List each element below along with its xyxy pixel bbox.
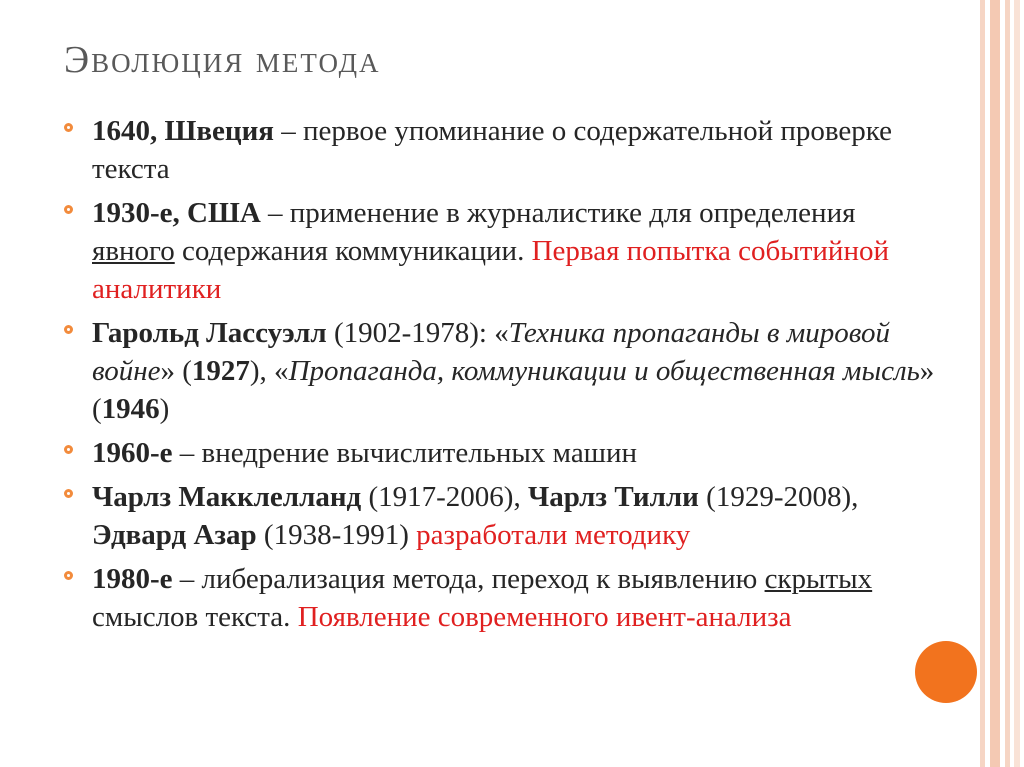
- item-text: ), «: [249, 355, 289, 387]
- item-text: (1902-1978): «: [326, 317, 509, 349]
- item-text: (1917-2006),: [361, 481, 528, 513]
- stripe: [980, 0, 985, 767]
- bullet-circle-icon: [64, 445, 73, 454]
- year: 1946: [101, 393, 160, 425]
- bullet-circle-icon: [64, 123, 73, 132]
- stripe: [1014, 0, 1020, 767]
- person-name: Чарлз Тилли: [527, 481, 699, 513]
- item-text: – первое упоминание о содержательной проверке текста: [92, 115, 893, 185]
- bullet-circle-icon: [64, 205, 73, 214]
- list-item: [64, 112, 944, 188]
- stripe: [990, 0, 1000, 767]
- item-text: ): [159, 393, 170, 425]
- list-item: [64, 434, 944, 472]
- item-text: – либерализация метода, переход к выявлению: [172, 563, 765, 595]
- bullet-list: [64, 112, 944, 642]
- bullet-circle-icon: [64, 325, 73, 334]
- item-text: (1938-1991): [256, 519, 417, 551]
- item-heading: 1640, Швеция: [92, 115, 274, 147]
- item-heading: 1930-е, США: [92, 197, 261, 229]
- slide-title: Эволюция метода: [64, 39, 381, 81]
- highlight-text: Появление современного ивент-анализа: [297, 601, 792, 633]
- item-text: (1929-2008),: [698, 481, 859, 513]
- underlined-text: скрытых: [764, 563, 873, 595]
- bullet-circle-icon: [64, 571, 73, 580]
- item-heading: 1960-е: [92, 437, 173, 469]
- decorative-stripes: [976, 0, 1024, 767]
- highlight-text: разработали методику: [416, 519, 691, 551]
- list-item: [64, 194, 944, 308]
- item-text: – применение в журналистике для определения: [260, 197, 856, 229]
- underlined-text: явного: [92, 235, 175, 267]
- item-text: » (: [92, 355, 935, 425]
- person-name: Эдвард Азар: [92, 519, 257, 551]
- stripe: [1005, 0, 1010, 767]
- highlight-text: Первая попытка событийной аналитики: [92, 235, 889, 305]
- item-heading: Гарольд Лассуэлл: [92, 317, 327, 349]
- person-name: Чарлз Макклелланд: [92, 481, 362, 513]
- book-title: Пропаганда, коммуникации и общественная мысль: [288, 355, 920, 387]
- year: 1927: [191, 355, 250, 387]
- list-item: [64, 560, 944, 636]
- item-text: содержания коммуникации.: [174, 235, 532, 267]
- item-text: » (: [160, 355, 192, 387]
- item-text: смыслов текста.: [92, 601, 298, 633]
- list-item: [64, 478, 944, 554]
- item-text: – внедрение вычислительных машин: [172, 437, 638, 469]
- bullet-circle-icon: [64, 489, 73, 498]
- list-item: [64, 314, 944, 428]
- book-title: Техника пропаганды в мировой войне: [92, 317, 890, 387]
- item-heading: 1980-е: [92, 563, 173, 595]
- decorative-circle: [915, 641, 977, 703]
